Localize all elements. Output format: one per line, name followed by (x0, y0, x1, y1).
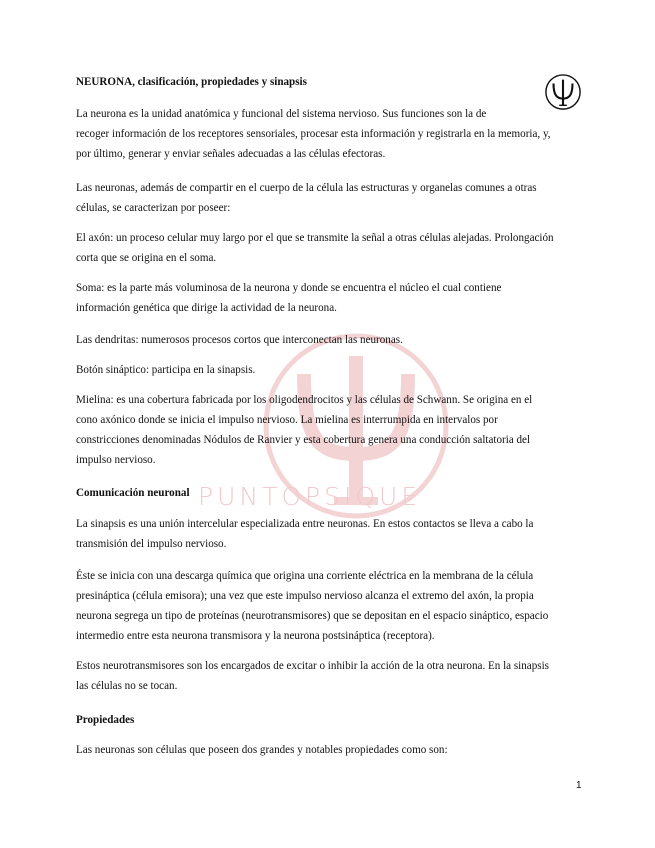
page-number: 1 (576, 780, 582, 791)
text-line: constricciones denominadas Nódulos de Ranvier y esta cobertura genera una conducción saltatoria del (76, 434, 531, 446)
text-line: La neurona es la unidad anatómica y funcional del sistema nervioso. Sus funciones son la de (76, 108, 487, 120)
paragraph-boton (76, 360, 596, 380)
text-line: Las dendritas: numerosos procesos cortos que interconectan las neuronas. (76, 334, 403, 346)
text-line: Las neuronas son células que poseen dos grandes y notables propiedades como son: (76, 744, 448, 756)
text-line: Mielina: es una cobertura fabricada por los oligodendrocitos y las células de Schwann. Se origina en el (76, 394, 533, 406)
section-heading-comunicacion: Comunicación neuronal (76, 487, 190, 499)
text-line: información genética que dirige la actividad de la neurona. (76, 302, 337, 314)
paragraph-estructuras (76, 178, 596, 218)
paragraph-mielina (76, 390, 596, 470)
text-line: presináptica (célula emisora); una vez que este impulso nervioso alcanza el extremo del axón, la propia (76, 590, 534, 602)
paragraph-propiedades (76, 740, 596, 760)
paragraph-dendritas (76, 330, 596, 350)
text-line: transmisión del impulso nervioso. (76, 538, 227, 550)
text-line: La sinapsis es una unión intercelular especializada entre neuronas. En estos contactos se lleva a cabo la (76, 518, 534, 530)
text-line: cono axónico donde se inicia el impulso nervioso. La mielina es interrumpida en intervalos por (76, 414, 498, 426)
text-line: las células no se tocan. (76, 680, 178, 692)
watermark-text: PUNTOPSIQUE (198, 482, 422, 511)
section-heading-propiedades: Propiedades (76, 714, 135, 726)
text-line: células, se caracterizan por poseer: (76, 202, 231, 214)
text-line: Éste se inicia con una descarga química que origina una corriente eléctrica en la membrana de la célula (76, 570, 534, 582)
paragraph-descarga (76, 566, 596, 646)
text-line: recoger información de los receptores sensoriales, procesar esta información y registrarla en la memoria, y, (76, 128, 551, 140)
text-line: Estos neurotransmisores son los encargados de excitar o inhibir la acción de la otra neurona. En la sinapsis (76, 660, 549, 672)
text-line: por último, generar y enviar señales adecuadas a las células efectoras. (76, 148, 386, 160)
text-line: Las neuronas, además de compartir en el cuerpo de la célula las estructuras y organelas comunes a otras (76, 182, 537, 194)
text-line: impulso nervioso. (76, 454, 156, 466)
text-line: corta que se origina en el soma. (76, 252, 217, 264)
paragraph-intro (76, 104, 596, 164)
text-line: Soma: es la parte más voluminosa de la neurona y donde se encuentra el núcleo el cual contiene (76, 282, 502, 294)
paragraph-soma (76, 278, 596, 318)
paragraph-sinapsis (76, 514, 596, 554)
text-line: Botón sináptico: participa en la sinapsis. (76, 364, 256, 376)
text-line: El axón: un proceso celular muy largo por el que se transmite la señal a otras células alejadas. Prolongación (76, 232, 554, 244)
paragraph-axon (76, 228, 596, 268)
document-title: NEURONA, clasificación, propiedades y sinapsis (76, 76, 307, 88)
text-line: intermedio entre esta neurona transmisora y la neurona postsináptica (receptora). (76, 630, 435, 642)
text-line: neurona segrega un tipo de proteínas (neurotransmisores) que se depositan en el espacio sináptico, espacio (76, 610, 549, 622)
paragraph-neurotransmisores (76, 656, 596, 696)
